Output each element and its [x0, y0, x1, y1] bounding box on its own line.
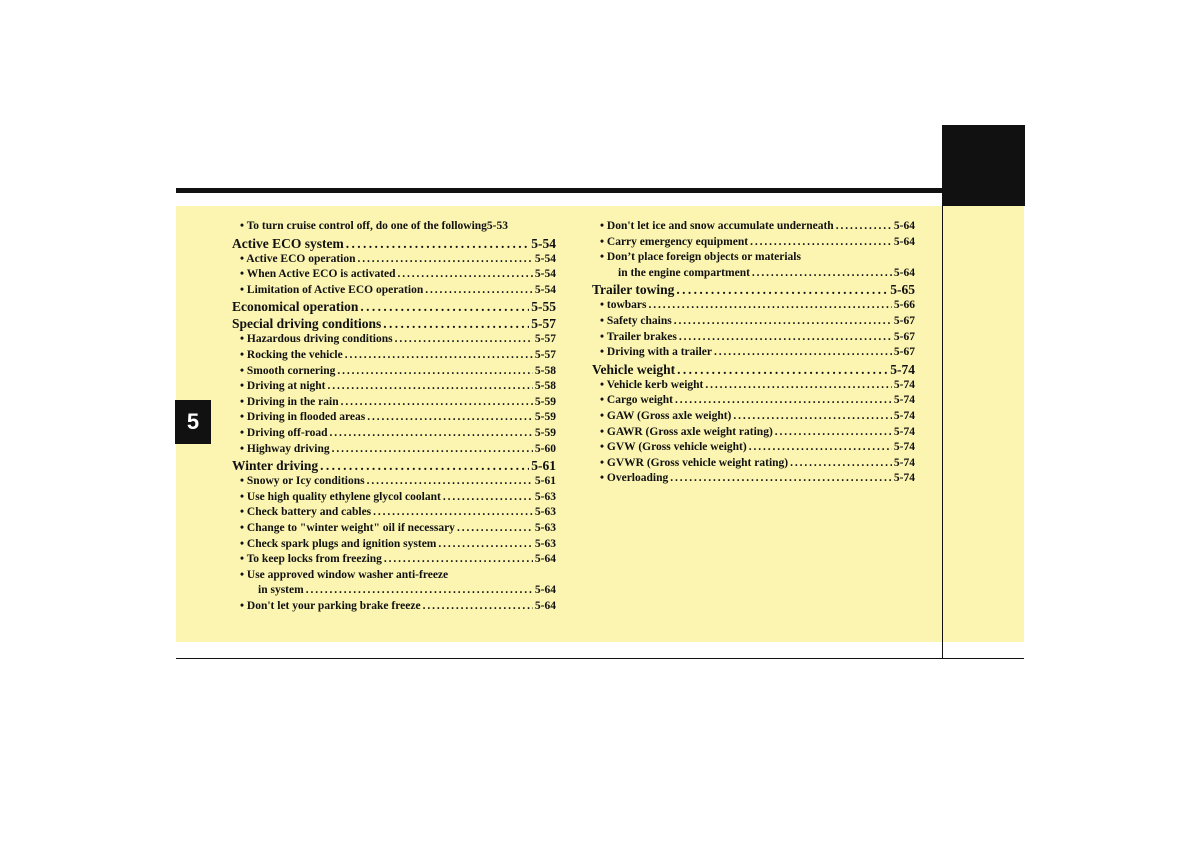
- entry-page-number: 5-67: [893, 314, 915, 327]
- dot-leader: [306, 583, 533, 599]
- dot-leader: [679, 330, 892, 346]
- entry-page-number: 5-54: [534, 268, 556, 281]
- dot-leader: [341, 395, 533, 411]
- entry-label: • Safety chains: [600, 314, 672, 327]
- entry-page-number: 5-59: [534, 411, 556, 424]
- vertical-divider: [942, 206, 943, 659]
- entry-label: • Cargo weight: [600, 394, 674, 407]
- index-entry: [232, 552, 556, 568]
- entry-page-number: 5-61: [534, 475, 556, 488]
- index-entry: [232, 219, 556, 235]
- entry-page-number: 5-61: [531, 458, 556, 474]
- index-entry: [592, 330, 915, 346]
- entry-page-number: 5-63: [534, 521, 556, 534]
- entry-label: • Snowy or Icy conditions: [240, 475, 365, 488]
- dot-leader: [457, 521, 533, 537]
- entry-label: • GVW (Gross vehicle weight): [600, 441, 747, 454]
- entry-label: • To turn cruise control off, do one of the following: [240, 220, 487, 232]
- index-entry: [232, 505, 556, 521]
- entry-page-number: 5-65: [890, 282, 915, 298]
- index-entry: [592, 219, 915, 235]
- index-entry: [232, 537, 556, 553]
- index-entry: [232, 442, 556, 458]
- index-column-left: [232, 219, 556, 614]
- entry-page-number: 5-64: [534, 553, 556, 566]
- dot-leader: [790, 456, 892, 472]
- dot-leader: [705, 378, 892, 394]
- dot-leader: [425, 283, 533, 299]
- dot-leader: [677, 361, 888, 378]
- entry-label: • Limitation of Active ECO operation: [240, 283, 424, 296]
- index-entry: [232, 379, 556, 395]
- dot-leader: [749, 440, 892, 456]
- entry-label: • Change to "winter weight" oil if necessary: [240, 521, 455, 534]
- entry-page-number: 5-55: [531, 299, 556, 315]
- entry-label: • GAW (Gross axle weight): [600, 409, 732, 422]
- dot-leader: [330, 426, 533, 442]
- entry-page-number: 5-57: [534, 333, 556, 346]
- index-section-heading: [592, 361, 915, 378]
- index-entry: [592, 314, 915, 330]
- top-rule: [176, 188, 942, 193]
- entry-label: Economical operation: [232, 299, 359, 315]
- entry-page-number: 5-64: [893, 266, 915, 279]
- index-column-right: [592, 219, 915, 487]
- index-entry: [232, 332, 556, 348]
- dot-leader: [443, 490, 533, 506]
- entry-page-number: 5-53: [486, 220, 509, 232]
- index-entry: [232, 490, 556, 506]
- entry-label: • Hazardous driving conditions: [240, 333, 393, 346]
- dot-leader: [332, 442, 533, 458]
- dot-leader: [360, 298, 529, 315]
- entry-label: • Don't let your parking brake freeze: [240, 599, 421, 612]
- dot-leader: [367, 474, 533, 490]
- entry-page-number: 5-59: [534, 426, 556, 439]
- entry-label: • Vehicle kerb weight: [600, 378, 704, 391]
- dot-leader: [733, 409, 892, 425]
- dot-leader: [345, 348, 533, 364]
- entry-page-number: 5-60: [534, 442, 556, 455]
- entry-page-number: 5-67: [893, 346, 915, 359]
- bottom-rule: [176, 658, 1024, 659]
- entry-page-number: 5-58: [534, 380, 556, 393]
- dot-leader: [750, 235, 892, 251]
- entry-page-number: 5-74: [890, 361, 915, 377]
- entry-label: Special driving conditions: [232, 316, 382, 332]
- entry-page-number: 5-58: [534, 364, 556, 377]
- entry-label: • Driving at night: [240, 380, 326, 393]
- entry-page-number: 5-64: [534, 584, 556, 597]
- index-section-heading: [232, 457, 556, 474]
- entry-page-number: 5-66: [893, 299, 915, 312]
- index-section-heading: [232, 315, 556, 332]
- entry-page-number: 5-74: [893, 456, 915, 469]
- index-entry: [232, 474, 556, 490]
- index-entry: [232, 283, 556, 299]
- index-entry: [232, 267, 556, 283]
- entry-page-number: 5-67: [893, 330, 915, 343]
- chapter-tab-block: [942, 125, 1025, 206]
- index-entry: [232, 364, 556, 380]
- entry-page-number: 5-64: [534, 599, 556, 612]
- index-entry: [592, 456, 915, 472]
- entry-page-number: 5-74: [893, 425, 915, 438]
- dot-leader: [384, 552, 533, 568]
- dot-leader: [649, 298, 892, 314]
- entry-label: • towbars: [600, 299, 647, 312]
- dot-leader: [836, 219, 892, 235]
- entry-label: • GAWR (Gross axle weight rating): [600, 425, 773, 438]
- entry-page-number: 5-63: [534, 537, 556, 550]
- dot-leader: [367, 410, 533, 426]
- dot-leader: [337, 364, 533, 380]
- entry-page-number: 5-74: [893, 472, 915, 485]
- index-section-heading: [232, 235, 556, 252]
- index-entry: [592, 266, 915, 282]
- index-entry-continued: • Use approved window washer anti-freeze: [240, 568, 449, 581]
- dot-leader: [670, 471, 892, 487]
- entry-page-number: 5-74: [893, 441, 915, 454]
- entry-page-number: 5-57: [534, 348, 556, 361]
- dot-leader: [675, 393, 892, 409]
- index-entry: [232, 599, 556, 615]
- chapter-number-badge: 5: [175, 400, 211, 444]
- dot-leader: [676, 281, 888, 298]
- index-section-heading: [232, 298, 556, 315]
- entry-page-number: 5-63: [534, 490, 556, 503]
- entry-label: • Use high quality ethylene glycol coolant: [240, 490, 441, 503]
- entry-label: in system: [258, 584, 304, 597]
- index-entry: [592, 378, 915, 394]
- entry-label: • Check battery and cables: [240, 506, 372, 519]
- entry-page-number: 5-64: [893, 235, 915, 248]
- entry-page-number: 5-54: [534, 283, 556, 296]
- index-entry: [592, 471, 915, 487]
- dot-leader: [714, 345, 892, 361]
- entry-label: Winter driving: [232, 458, 319, 474]
- index-entry: [592, 440, 915, 456]
- index-entry: [592, 393, 915, 409]
- dot-leader: [752, 266, 892, 282]
- dot-leader: [775, 425, 892, 441]
- dot-leader: [423, 599, 533, 615]
- index-entry: [592, 409, 915, 425]
- index-entry: [232, 252, 556, 268]
- index-entry-continued: • Don’t place foreign objects or materials: [600, 251, 801, 264]
- dot-leader: [438, 537, 533, 553]
- dot-leader: [383, 315, 529, 332]
- dot-leader: [395, 332, 533, 348]
- entry-label: Trailer towing: [592, 282, 675, 298]
- index-entry: [232, 583, 556, 599]
- index-entry: [232, 521, 556, 537]
- index-entry: [232, 426, 556, 442]
- index-entry: [592, 235, 915, 251]
- index-entry: [232, 410, 556, 426]
- dot-leader: [346, 235, 530, 252]
- entry-label: Active ECO system: [232, 235, 344, 251]
- entry-page-number: 5-74: [893, 409, 915, 422]
- index-entry: [232, 395, 556, 411]
- entry-page-number: 5-59: [534, 395, 556, 408]
- entry-label: • GVWR (Gross vehicle weight rating): [600, 456, 789, 469]
- entry-page-number: 5-54: [534, 252, 556, 265]
- entry-label: • Driving in the rain: [240, 395, 339, 408]
- entry-label: • Smooth cornering: [240, 364, 336, 377]
- entry-page-number: 5-63: [534, 506, 556, 519]
- entry-page-number: 5-64: [893, 220, 915, 232]
- dot-leader: [398, 267, 533, 283]
- entry-label: • Driving with a trailer: [600, 346, 712, 359]
- dot-leader: [358, 252, 533, 268]
- entry-label: • Driving off-road: [240, 426, 328, 439]
- index-section-heading: [592, 281, 915, 298]
- entry-label: • When Active ECO is activated: [240, 268, 396, 281]
- entry-page-number: 5-54: [531, 235, 556, 251]
- entry-page-number: 5-74: [893, 394, 915, 407]
- entry-label: • Trailer brakes: [600, 330, 677, 343]
- entry-label: • Rocking the vehicle: [240, 348, 343, 361]
- entry-page-number: 5-57: [531, 316, 556, 332]
- entry-label: in the engine compartment: [618, 266, 750, 279]
- entry-label: • Don't let ice and snow accumulate underneath: [600, 220, 834, 232]
- index-entry: [232, 348, 556, 364]
- dot-leader: [674, 314, 892, 330]
- entry-page-number: 5-74: [893, 378, 915, 391]
- entry-label: • Carry emergency equipment: [600, 235, 749, 248]
- entry-label: • Check spark plugs and ignition system: [240, 537, 437, 550]
- index-entry: [592, 298, 915, 314]
- dot-leader: [373, 505, 533, 521]
- dot-leader: [320, 457, 529, 474]
- entry-label: • Active ECO operation: [240, 252, 356, 265]
- dot-leader: [328, 379, 533, 395]
- index-entry: [592, 425, 915, 441]
- index-entry: [592, 345, 915, 361]
- entry-label: • Highway driving: [240, 442, 330, 455]
- entry-label: • Overloading: [600, 472, 669, 485]
- entry-label: Vehicle weight: [592, 361, 676, 377]
- entry-label: • To keep locks from freezing: [240, 553, 382, 566]
- entry-label: • Driving in flooded areas: [240, 411, 366, 424]
